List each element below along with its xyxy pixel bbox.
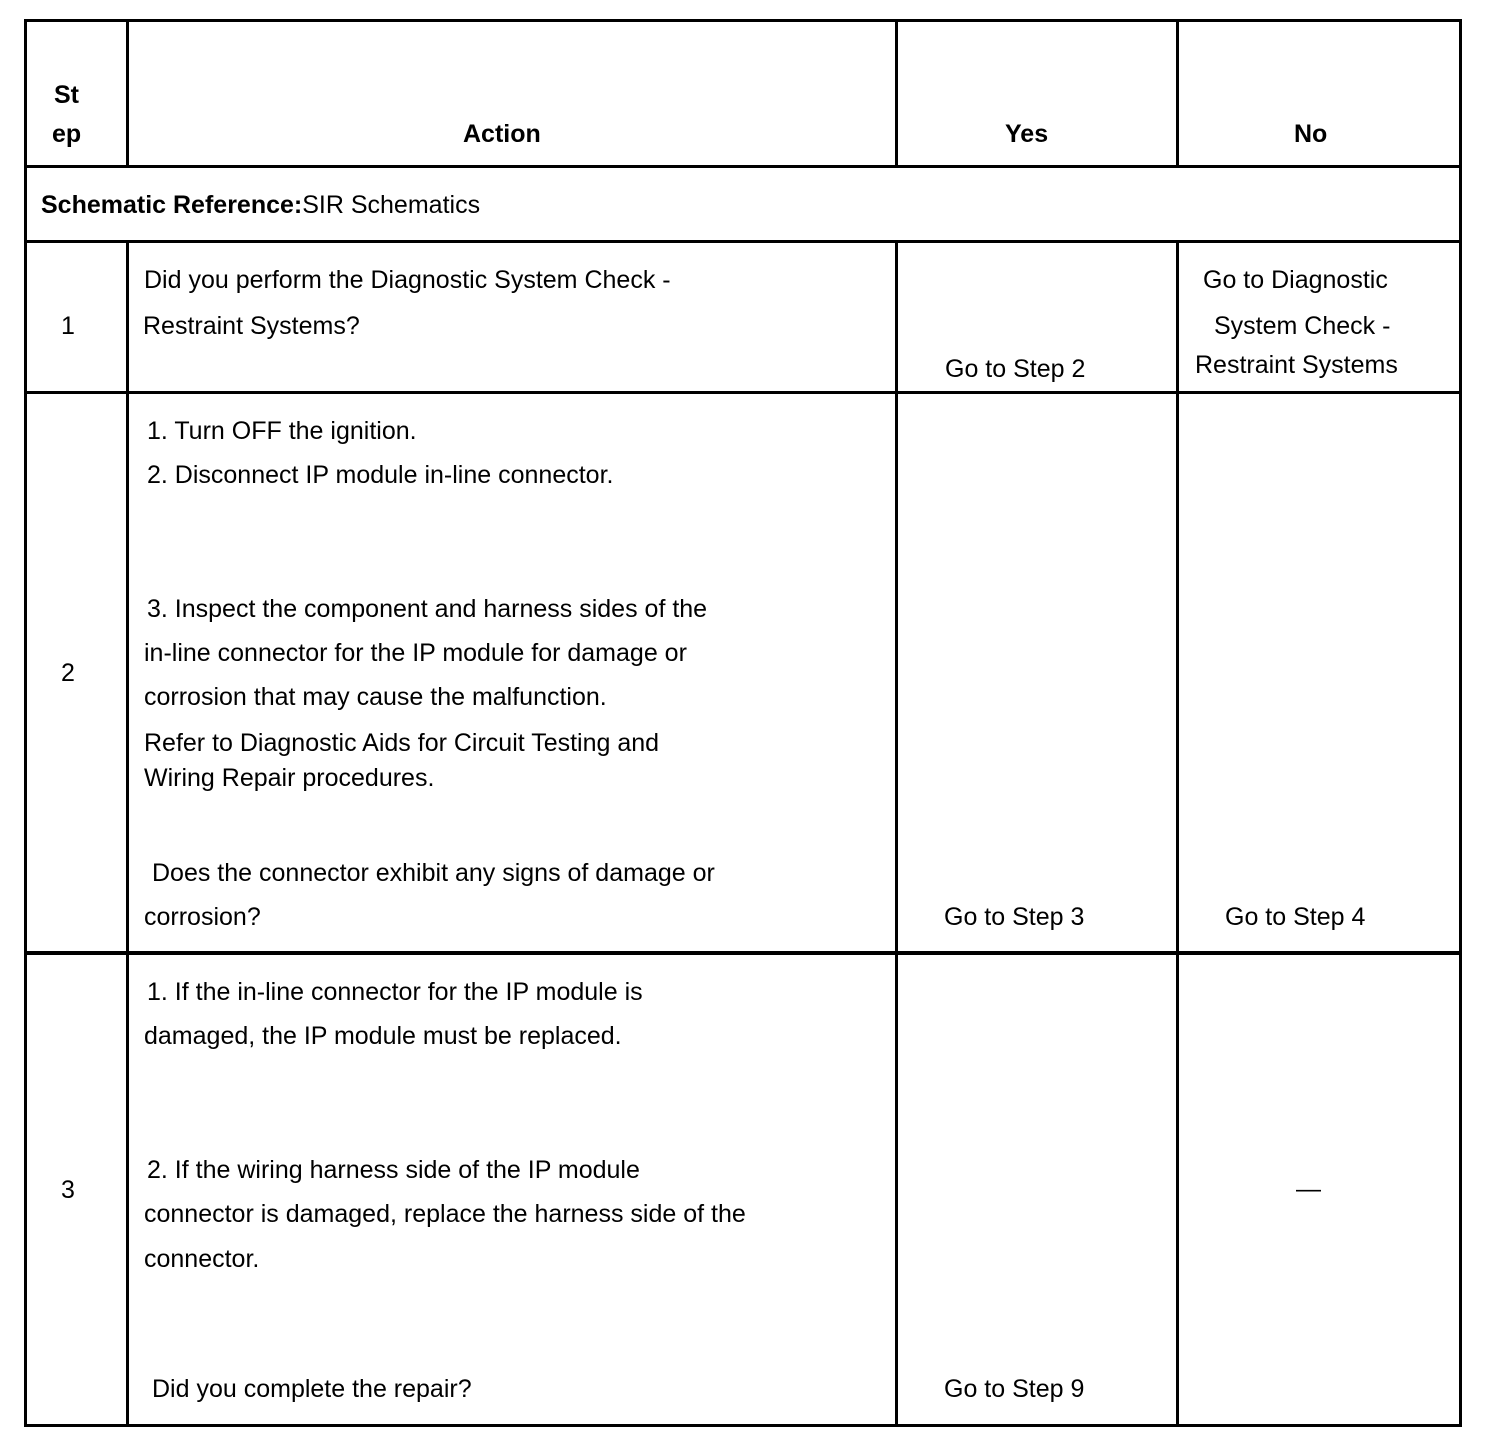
action-text: corrosion that may cause the malfunction. [144, 683, 607, 711]
column-rule-action [895, 240, 898, 1427]
schematic-reference-label: Schematic Reference: [41, 191, 303, 219]
no-result: Restraint Systems [1195, 351, 1398, 379]
table-rule-step2 [24, 951, 1462, 955]
table-rule-header [24, 165, 1462, 168]
table-border-bottom [24, 1424, 1462, 1427]
action-text: 2. Disconnect IP module in-line connector. [147, 461, 614, 489]
action-text: connector. [144, 1245, 260, 1273]
no-result: Go to Diagnostic [1203, 266, 1388, 294]
header-action: Action [463, 120, 541, 148]
action-text: Did you perform the Diagnostic System Check - [144, 266, 671, 294]
column-rule-action [895, 19, 898, 168]
action-text: in-line connector for the IP module for damage or [144, 639, 687, 667]
step-number: 1 [61, 312, 75, 340]
column-rule-step [126, 240, 129, 1427]
action-text: damaged, the IP module must be replaced. [144, 1022, 622, 1050]
action-text: Refer to Diagnostic Aids for Circuit Testing and [144, 729, 660, 757]
action-text: corrosion? [144, 903, 261, 931]
schematic-reference-value: SIR Schematics [302, 191, 481, 219]
step-number: 3 [61, 1176, 75, 1204]
no-result: System Check - [1214, 312, 1391, 340]
schematic-reference [41, 190, 480, 220]
yes-result: Go to Step 9 [944, 1375, 1085, 1403]
table-border-right [1459, 19, 1462, 1427]
action-text: Did you complete the repair? [152, 1375, 472, 1403]
column-rule-yes [1176, 19, 1179, 168]
action-text: 1. If the in-line connector for the IP module is [147, 978, 643, 1006]
header-no: No [1294, 120, 1328, 148]
table-border-left [24, 19, 27, 1427]
table-rule-schematic [24, 240, 1462, 243]
action-text: Does the connector exhibit any signs of damage or [152, 859, 715, 887]
action-text: connector is damaged, replace the harness side of the [144, 1200, 746, 1228]
no-result: — [1296, 1175, 1321, 1203]
action-text: 3. Inspect the component and harness sides of the [147, 595, 708, 623]
column-rule-yes [1176, 240, 1179, 1427]
header-yes: Yes [1005, 120, 1049, 148]
action-text: Wiring Repair procedures. [144, 764, 435, 792]
no-result: Go to Step 4 [1225, 903, 1366, 931]
action-text: 2. If the wiring harness side of the IP module [147, 1156, 640, 1184]
action-text: 1. Turn OFF the ignition. [147, 417, 417, 445]
action-text: Restraint Systems? [143, 312, 360, 340]
table-rule-step1 [24, 391, 1462, 394]
column-rule-step [126, 19, 129, 168]
header-step: ep [52, 120, 82, 148]
table-border-top [24, 19, 1462, 22]
header-step: St [54, 81, 79, 109]
yes-result: Go to Step 3 [944, 903, 1085, 931]
step-number: 2 [61, 659, 75, 687]
yes-result: Go to Step 2 [945, 355, 1086, 383]
